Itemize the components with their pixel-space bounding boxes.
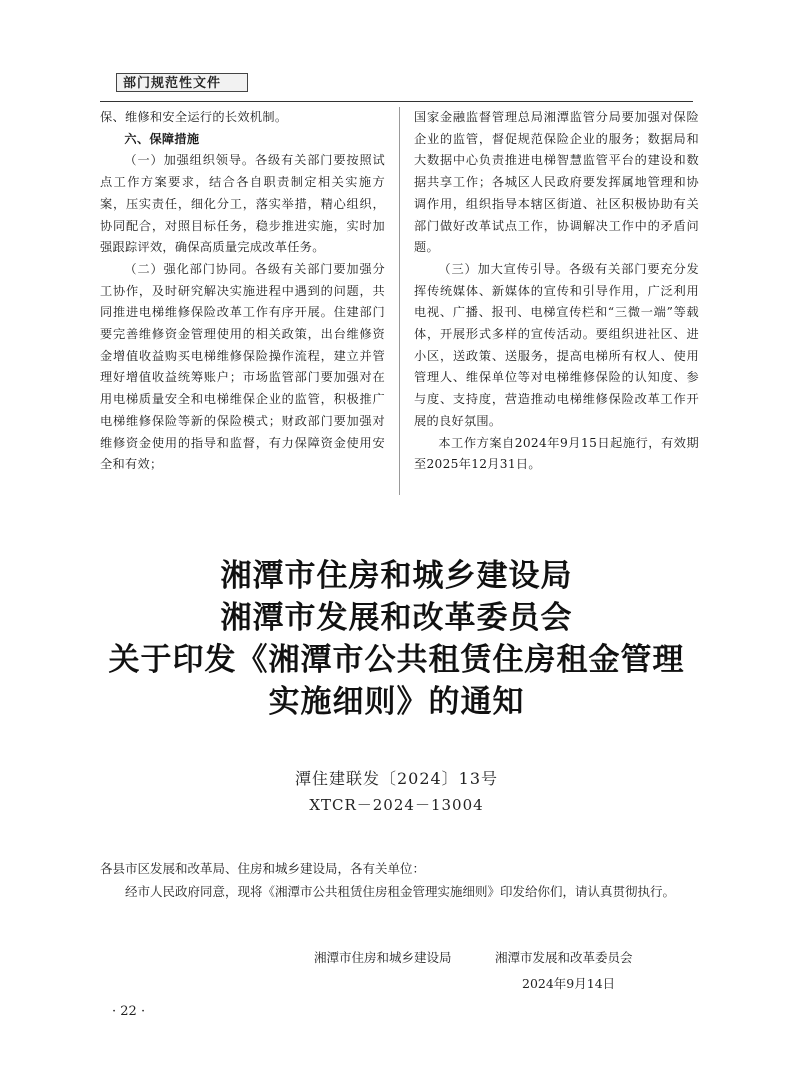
section-heading-safeguards: 六、保障措施: [124, 131, 200, 146]
addressee: 各县市区发展和改革局、住房和城乡建设局，各有关单位：: [100, 861, 426, 876]
issuer-housing-bureau: 湘潭市住房和城乡建设局: [314, 950, 452, 965]
notice-title-line: 湘潭市发展和改革委员会: [220, 600, 573, 636]
right-column: [414, 107, 699, 476]
document-number: 潭住建联发〔2024〕13号: [294, 769, 499, 788]
left-paragraph-coordination: （二）强化部门协同。各级有关部门要加强分工协作，及时研究解决实施进程中遇到的问题，共同推进电梯维修保险改革工作有序开展。住建部门要完善维修资金管理使用的相关政策，出台维修资金增值收益购买电梯维修保险操作流程，建立并管理好增值收益统筹账户；市场监管部门要加强对在用电梯质量安全和电梯维保企业的监管，积极推广电梯维修保险等新的保险模式；财政部门要加强对维修资金使用的指导和监督，有力保障资金使用安全和有效；: [100, 261, 385, 472]
left-paragraph-organization: （一）加强组织领导。各级有关部门要按照试点工作方案要求，结合各自职责制定相关实施方案，压实责任，细化分工，落实举措，精心组织，协同配合，对照目标任务，稳步推进实施，实时加强跟踪评效，确保高质量完成改革任务。: [100, 153, 385, 255]
document-code: XTCR－2024－13004: [309, 796, 484, 814]
header-rule: [100, 101, 693, 102]
column-divider: [399, 107, 400, 495]
notice-title: [0, 555, 793, 723]
issuer-development-commission: 湘潭市发展和改革委员会: [495, 950, 633, 965]
notice-title-line: 关于印发《湘潭市公共租赁住房租金管理: [108, 642, 685, 678]
issue-date: 2024年9月14日: [522, 976, 616, 991]
notice-body: 经市人民政府同意，现将《湘潭市公共租赁住房租金管理实施细则》印发给你们，请认真贯彻执行。: [125, 884, 676, 899]
right-paragraph-publicity: （三）加大宣传引导。各级有关部门要充分发挥传统媒体、新媒体的宣传和引导作用，广泛利用电视、广播、报刊、电梯宣传栏和“三微一端”等载体，开展形式多样的宣传活动。要组织进社区、进小区，送政策、送服务，提高电梯所有权人、使用管理人、维保单位等对电梯维修保险的认知度、参与度、支持度，营造推动电梯维修保险改革工作开展的良好氛围。: [414, 261, 699, 428]
notice-title-line: 实施细则》的通知: [268, 684, 525, 720]
right-paragraph-continuation: 国家金融监督管理总局湘潭监管分局要加强对保险企业的监管，督促规范保险企业的服务；数据局和大数据中心负责推进电梯智慧监管平台的建设和数据共享工作；各城区人民政府要发挥属地管理和协调作用，组织指导本辖区街道、社区积极协助有关部门做好改革试点工作，协调解决工作中的矛盾问题。: [414, 110, 699, 255]
notice-title-line: 湘潭市住房和城乡建设局: [220, 558, 573, 594]
section-label: 部门规范性文件: [116, 73, 248, 92]
left-paragraph-1: 保、维修和安全运行的长效机制。: [100, 110, 288, 124]
page-number: · 22 ·: [112, 1004, 146, 1019]
right-paragraph-effective-date: 本工作方案自2024年9月15日起施行，有效期至2025年12月31日。: [414, 435, 699, 472]
left-column: [100, 107, 385, 476]
